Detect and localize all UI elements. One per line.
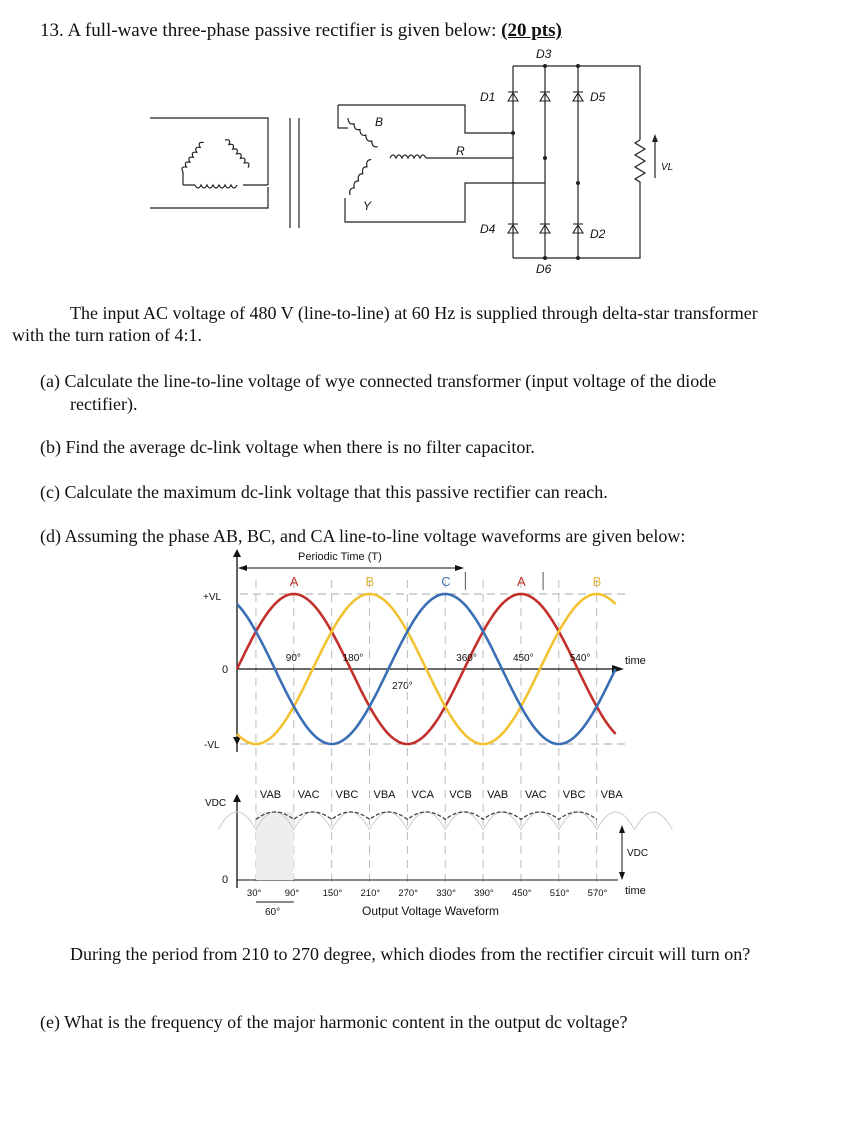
output-envelope-line xyxy=(256,812,597,819)
faint-sinusoid-4 xyxy=(370,812,408,830)
phase-label-0: A xyxy=(289,574,299,589)
question-points: (20 pts) xyxy=(501,20,562,41)
faint-sinusoid-6 xyxy=(445,812,483,830)
x-tick-label-2: 150° xyxy=(322,888,343,899)
vdc-arrow-down xyxy=(619,872,625,880)
segment-label-8: VBC xyxy=(562,789,586,801)
vdc-y-label: VDC xyxy=(205,798,227,809)
faint-sinusoid-10 xyxy=(597,812,635,830)
time-label: time xyxy=(625,655,646,667)
period-arrow-right xyxy=(455,565,464,571)
segment-label-4: VCA xyxy=(411,789,434,801)
part-d: (d) Assuming the phase AB, BC, and CA line-to-line voltage waveforms are given below: xyxy=(40,526,686,546)
vdc-arrow-up xyxy=(619,825,625,833)
segment-label-9: VBA xyxy=(600,789,623,801)
x-tick-label-7: 450° xyxy=(511,888,532,899)
segment-label-0: VAB xyxy=(259,789,282,801)
segment-label-2: VBC xyxy=(335,789,359,801)
part-e: (e) What is the frequency of the major harmonic content in the output dc voltage? xyxy=(40,1012,628,1032)
width-60-label: 60° xyxy=(265,907,281,918)
faint-sinusoid-5 xyxy=(407,812,445,830)
part-b: (b) Find the average dc-link voltage when there is no filter capacitor. xyxy=(40,437,535,457)
angle-270-label: 270° xyxy=(392,681,413,692)
part-a-line-1: (a) Calculate the line-to-line voltage of wye connected transformer (input voltage of the diode xyxy=(40,371,717,391)
vdc-right-label: VDC xyxy=(627,848,649,859)
part-d-question: During the period from 210 to 270 degree, which diodes from the rectifier circuit will turn on? xyxy=(70,944,751,964)
y-label-zero: 0 xyxy=(222,664,229,676)
period-label: Periodic Time (T) xyxy=(298,551,382,563)
output-caption: Output Voltage Waveform xyxy=(362,904,499,918)
label-vl: VL xyxy=(661,162,674,173)
y-axis-arrow-up xyxy=(233,549,241,557)
faint-sinusoid-9 xyxy=(559,812,597,830)
phase-label-4: B xyxy=(592,574,602,589)
x-tick-label-8: 510° xyxy=(549,888,570,899)
angle-label-540: 540° xyxy=(569,653,591,664)
faint-sinusoid-7 xyxy=(483,812,521,830)
x-tick-label-0: 30° xyxy=(246,888,262,899)
segment-label-6: VAB xyxy=(487,789,509,801)
phase-voltage-waveform-chart xyxy=(0,540,868,920)
x-tick-label-5: 330° xyxy=(436,888,456,899)
x-tick-label-4: 270° xyxy=(398,888,419,899)
label-r: R xyxy=(456,144,465,158)
x-tick-label-1: 90° xyxy=(284,888,300,899)
angle-label-180: 180° xyxy=(342,653,364,664)
phase-label-2: C xyxy=(441,574,451,589)
label-d3: D3 xyxy=(536,47,552,61)
angle-label-90: 90° xyxy=(285,653,301,664)
highlight-segment xyxy=(256,812,294,880)
label-d6: D6 xyxy=(536,262,552,276)
label-b: B xyxy=(375,115,384,129)
intro-line-2: with the turn ration of 4:1. xyxy=(12,325,202,345)
output-zero-label: 0 xyxy=(222,874,229,886)
output-time-label: time xyxy=(625,885,646,897)
segment-label-7: VAC xyxy=(524,789,547,801)
faint-sinusoid-3 xyxy=(332,812,370,830)
angle-label-450: 450° xyxy=(512,653,534,664)
phase-label-1: B xyxy=(365,574,375,589)
x-tick-label-3: 210° xyxy=(360,888,381,899)
question-title-text: 13. A full-wave three-phase passive rectifier is given below: xyxy=(40,20,497,41)
label-d2: D2 xyxy=(590,227,606,241)
angle-label-360: 360° xyxy=(456,653,477,664)
output-y-axis-arrow xyxy=(233,794,241,802)
faint-sinusoid-2 xyxy=(294,812,332,830)
faint-sinusoid-11 xyxy=(635,812,673,830)
y-label-plus-vl: +VL xyxy=(203,592,222,603)
part-a-line-2: rectifier). xyxy=(70,394,138,414)
label-d4: D4 xyxy=(480,222,496,236)
phase-label-3: A xyxy=(516,574,526,589)
part-c: (c) Calculate the maximum dc-link voltage that this passive rectifier can reach. xyxy=(40,482,608,502)
period-arrow-left xyxy=(238,565,247,571)
rectifier-circuit-diagram xyxy=(0,0,868,290)
faint-sinusoid-8 xyxy=(521,812,559,830)
x-tick-label-9: 570° xyxy=(587,888,608,899)
label-y: Y xyxy=(363,199,372,213)
label-d5: D5 xyxy=(590,90,606,104)
y-label-minus-vl: -VL xyxy=(204,740,220,751)
segment-label-5: VCB xyxy=(449,789,472,801)
segment-label-3: VBA xyxy=(373,789,396,801)
label-d1: D1 xyxy=(480,90,496,104)
x-tick-label-6: 390° xyxy=(474,888,494,899)
segment-label-1: VAC xyxy=(297,789,320,801)
intro-line-1: The input AC voltage of 480 V (line-to-line) at 60 Hz is supplied through delta-star transformer xyxy=(70,303,758,323)
